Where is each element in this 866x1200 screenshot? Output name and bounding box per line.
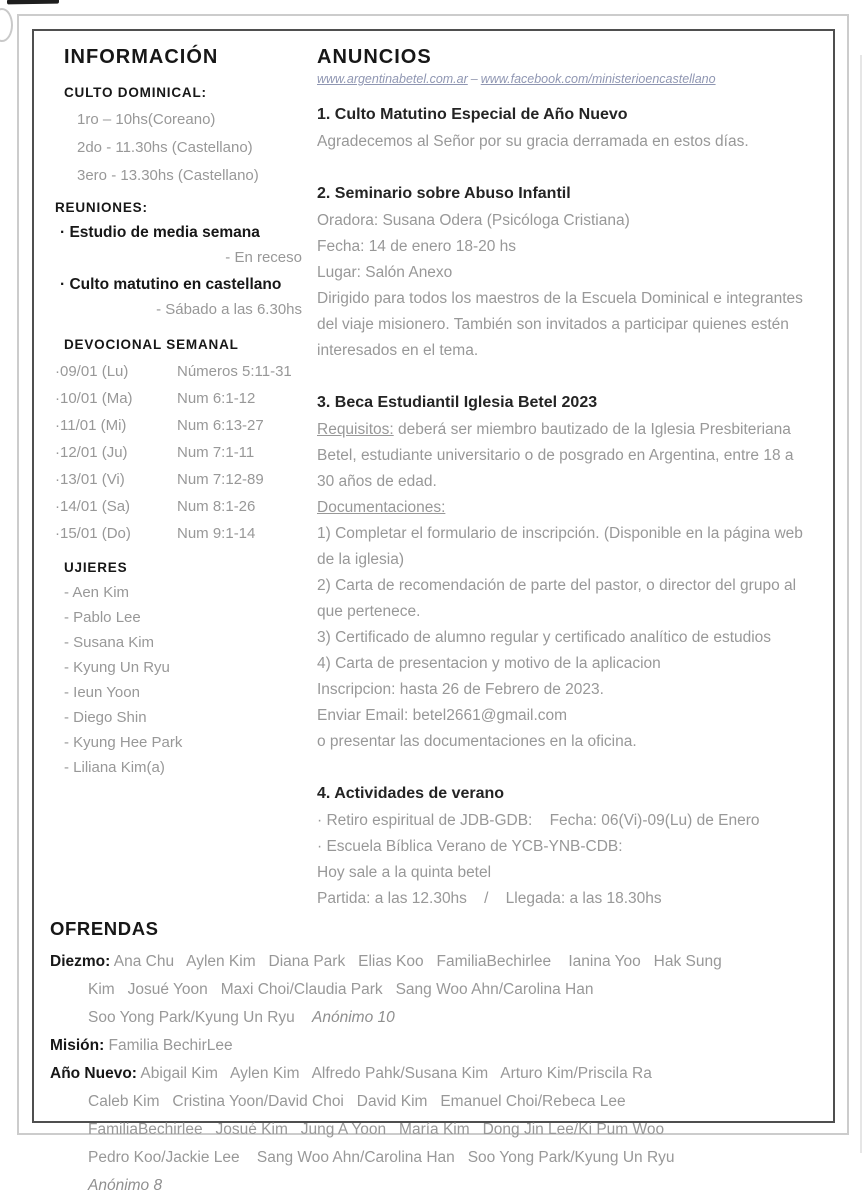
culto-item: 1ro – 10hs(Coreano) bbox=[77, 111, 216, 128]
usher-item: - Liliana Kim(a) bbox=[64, 759, 165, 776]
page-outer-border bbox=[17, 14, 849, 1194]
devocional-date: ·15/01 (Do) bbox=[55, 525, 131, 542]
anuncios-section bbox=[317, 46, 815, 912]
anio-nuevo-line bbox=[50, 1060, 811, 1088]
reunion-note: - En receso bbox=[225, 249, 302, 266]
announcement-3-item: 3) Certificado de alumno regular y certificado analítico de estudios bbox=[317, 629, 772, 646]
diezmo-names: Ana Chu Aylen Kim Diana Park Elias Koo FamiliaBechirlee Ianina Yoo Hak Sung bbox=[110, 953, 722, 970]
devocional-passage: Números 5:11-31 bbox=[177, 363, 292, 380]
devocional-date: ·12/01 (Ju) bbox=[55, 444, 128, 461]
scan-smudge-artifact bbox=[7, 0, 59, 4]
announcement-2 bbox=[317, 182, 815, 364]
links-line bbox=[317, 71, 815, 87]
two-column-layout bbox=[55, 46, 811, 912]
announcement-2-line: Lugar: Salón Anexo bbox=[317, 264, 453, 281]
diezmo-entry bbox=[50, 948, 811, 1032]
anio-nuevo-names: Abigail Kim Aylen Kim Alfredo Pahk/Susana Kim Arturo Kim/Priscila Ra bbox=[136, 1065, 652, 1082]
devocional-passage: Num 9:1-14 bbox=[177, 525, 256, 542]
announcement-3-heading: 3. Beca Estudiantil Iglesia Betel 2023 bbox=[317, 394, 598, 411]
devocional-heading: DEVOCIONAL SEMANAL bbox=[64, 337, 239, 352]
informacion-section bbox=[55, 46, 304, 780]
documentaciones-paragraph bbox=[317, 495, 815, 521]
culto-dominical-heading: CULTO DOMINICAL: bbox=[64, 85, 207, 100]
link-separator: – bbox=[470, 72, 478, 86]
reuniones-heading: REUNIONES: bbox=[55, 200, 148, 215]
diezmo-names: Soo Yong Park/Kyung Un Ryu bbox=[88, 1009, 313, 1026]
culto-item: 3ero - 13.30hs (Castellano) bbox=[77, 167, 259, 184]
ofrendas-section bbox=[50, 918, 811, 1200]
devocional-date: ·14/01 (Sa) bbox=[55, 498, 131, 515]
mision-line bbox=[50, 1032, 811, 1060]
scan-edge-line bbox=[860, 55, 862, 1153]
devocional-passage: Num 6:1-12 bbox=[177, 390, 256, 407]
ofrendas-title: OFRENDAS bbox=[50, 918, 159, 939]
diezmo-line bbox=[50, 948, 811, 976]
announcement-2-line: Fecha: 14 de enero 18-20 hs bbox=[317, 238, 517, 255]
reunion-title: · Culto matutino en castellano bbox=[60, 276, 282, 293]
devocional-table bbox=[55, 358, 304, 547]
diezmo-anonymous: Anónimo 10 bbox=[312, 1009, 395, 1026]
announcement-4-line: · Escuela Bíblica Verano de YCB-YNB-CDB: bbox=[317, 838, 623, 855]
devocional-date: ·13/01 (Vi) bbox=[55, 471, 125, 488]
announcement-1 bbox=[317, 103, 815, 155]
usher-item: - Susana Kim bbox=[64, 634, 155, 651]
requisitos-paragraph bbox=[317, 417, 815, 495]
mision-names: Familia BechirLee bbox=[104, 1037, 233, 1054]
ujieres-heading: UJIERES bbox=[64, 560, 128, 575]
announcement-3-item: Enviar Email: betel2661@gmail.com bbox=[317, 707, 568, 724]
usher-item: - Aen Kim bbox=[64, 584, 130, 601]
page-inner-border bbox=[32, 29, 835, 1194]
anio-nuevo-entry bbox=[50, 1060, 811, 1200]
requisitos-label: Requisitos: bbox=[317, 421, 394, 438]
facebook-link[interactable]: www.facebook.com/ministerioencastellano bbox=[480, 72, 716, 86]
website-link[interactable]: www.argentinabetel.com.ar bbox=[317, 72, 468, 86]
anio-nuevo-line: FamiliaBechirlee Josué Kim Jung A Yoon María Kim Dong Jin Lee/Ki Pum Woo bbox=[88, 1121, 665, 1138]
announcement-4 bbox=[317, 782, 815, 912]
reunion-item bbox=[60, 273, 304, 323]
announcement-4-line: · Retiro espiritual de JDB-GDB: Fecha: 06(Vi)-09(Lu) de Enero bbox=[317, 812, 760, 829]
diezmo-line bbox=[50, 1004, 811, 1032]
announcement-3-item: o presentar las documentaciones en la oficina. bbox=[317, 733, 637, 750]
anio-nuevo-label: Año Nuevo: bbox=[50, 1065, 137, 1082]
usher-item: - Ieun Yoon bbox=[64, 684, 140, 701]
devocional-passage: Num 8:1-26 bbox=[177, 498, 256, 515]
announcement-3-item: 4) Carta de presentacion y motivo de la aplicacion bbox=[317, 655, 661, 672]
announcement-1-heading: 1. Culto Matutino Especial de Año Nuevo bbox=[317, 106, 628, 123]
announcement-3-item: Inscripcion: hasta 26 de Febrero de 2023. bbox=[317, 681, 604, 698]
usher-item: - Diego Shin bbox=[64, 709, 147, 726]
anuncios-title: ANUNCIOS bbox=[317, 46, 432, 68]
devocional-row bbox=[55, 493, 304, 520]
devocional-date: ·10/01 (Ma) bbox=[55, 390, 133, 407]
reunion-item bbox=[60, 221, 304, 271]
mision-entry bbox=[50, 1032, 811, 1060]
announcement-4-heading: 4. Actividades de verano bbox=[317, 785, 505, 802]
reunion-note: - Sábado a las 6.30hs bbox=[156, 301, 302, 318]
devocional-passage: Num 6:13-27 bbox=[177, 417, 264, 434]
anio-nuevo-anonymous: Anónimo 8 bbox=[88, 1177, 163, 1194]
usher-item: - Kyung Hee Park bbox=[64, 734, 183, 751]
devocional-row bbox=[55, 358, 304, 385]
announcement-2-heading: 2. Seminario sobre Abuso Infantil bbox=[317, 185, 571, 202]
devocional-passage: Num 7:12-89 bbox=[177, 471, 264, 488]
diezmo-label: Diezmo: bbox=[50, 953, 111, 970]
announcement-3 bbox=[317, 391, 815, 755]
scan-edge-artifact bbox=[0, 8, 13, 42]
devocional-date: ·11/01 (Mi) bbox=[55, 417, 127, 434]
usher-item: - Kyung Un Ryu bbox=[64, 659, 170, 676]
anio-nuevo-line: Caleb Kim Cristina Yoon/David Choi David Kim Emanuel Choi/Rebeca Lee bbox=[88, 1093, 626, 1110]
announcement-4-line: Hoy sale a la quinta betel bbox=[317, 864, 492, 881]
culto-dominical-list bbox=[64, 106, 304, 190]
devocional-row bbox=[55, 439, 304, 466]
devocional-date: ·09/01 (Lu) bbox=[55, 363, 129, 380]
requisitos-text: deberá ser miembro bautizado de la Iglesia Presbiteriana Betel, estudiante universitario o de posgrado en Argentina, entre 18 a 30 años de edad. bbox=[317, 421, 794, 490]
anio-nuevo-line bbox=[50, 1172, 811, 1200]
mision-label: Misión: bbox=[50, 1037, 105, 1054]
reunion-title: · Estudio de media semana bbox=[60, 224, 260, 241]
announcement-2-body: Dirigido para todos los maestros de la Escuela Dominical e integrantes del viaje misionero. También son invitados a participar quienes estén interesados en el tema. bbox=[317, 290, 803, 359]
devocional-row bbox=[55, 412, 304, 439]
devocional-passage: Num 7:1-11 bbox=[177, 444, 255, 461]
announcement-3-item: 1) Completar el formulario de inscripción. (Disponible en la página web de la iglesia) bbox=[317, 525, 803, 568]
usher-item: - Pablo Lee bbox=[64, 609, 141, 626]
anio-nuevo-line: Pedro Koo/Jackie Lee Sang Woo Ahn/Carolina Han Soo Yong Park/Kyung Un Ryu bbox=[88, 1149, 675, 1166]
devocional-row bbox=[55, 520, 304, 547]
diezmo-line: Kim Josué Yoon Maxi Choi/Claudia Park Sang Woo Ahn/Carolina Han bbox=[88, 981, 594, 998]
announcement-4-line: Partida: a las 12.30hs / Llegada: a las 18.30hs bbox=[317, 890, 662, 907]
culto-item: 2do - 11.30hs (Castellano) bbox=[77, 139, 253, 156]
informacion-title: INFORMACIÓN bbox=[64, 46, 219, 68]
devocional-row bbox=[55, 385, 304, 412]
announcement-1-body: Agradecemos al Señor por su gracia derramada en estos días. bbox=[317, 133, 749, 150]
announcement-3-item: 2) Carta de recomendación de parte del pastor, o director del grupo al que pertenece. bbox=[317, 577, 797, 620]
ujieres-list bbox=[64, 580, 304, 780]
devocional-row bbox=[55, 466, 304, 493]
documentaciones-label: Documentaciones: bbox=[317, 499, 446, 516]
announcement-2-line: Oradora: Susana Odera (Psicóloga Cristiana) bbox=[317, 212, 630, 229]
